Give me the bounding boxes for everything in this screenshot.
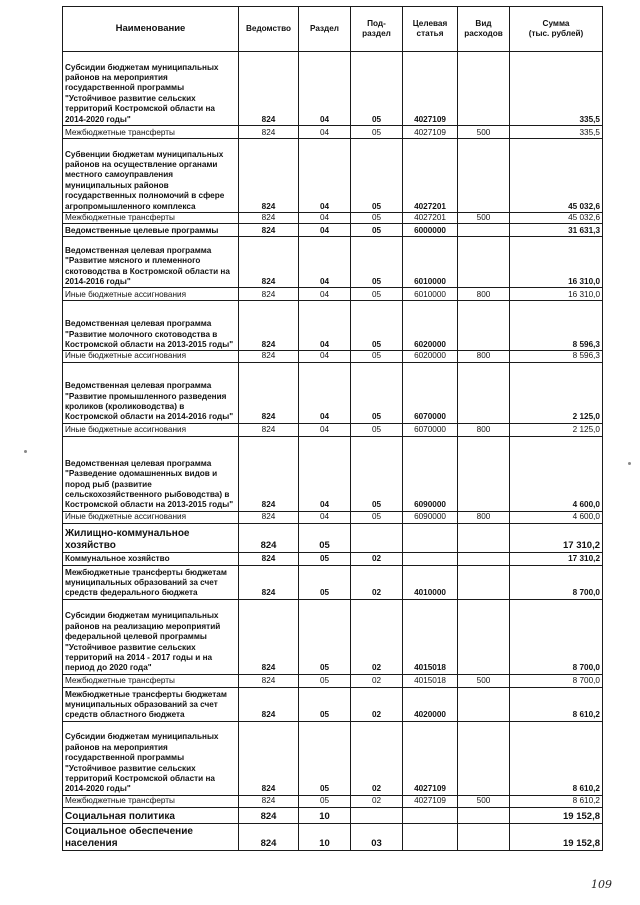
table-row bbox=[63, 599, 603, 674]
cell-name: Субсидии бюджетам муниципальных районов на мероприятия государственной программы "Устойчивое развитие сельских территорий Костромской области на 2014-2020 годы" bbox=[63, 721, 239, 795]
cell-dept: 824 bbox=[239, 511, 299, 523]
cell-name: Межбюджетные трансферты bbox=[63, 213, 239, 224]
cell-expense bbox=[458, 224, 510, 237]
cell-target: 4020000 bbox=[403, 687, 458, 721]
cell-section: 05 bbox=[299, 795, 351, 807]
cell-dept: 824 bbox=[239, 721, 299, 795]
cell-amount: 45 032,6 bbox=[510, 139, 603, 213]
table-row bbox=[63, 721, 603, 795]
cell-subsection: 05 bbox=[351, 511, 403, 523]
cell-subsection: 05 bbox=[351, 139, 403, 213]
cell-target: 6020000 bbox=[403, 351, 458, 362]
cell-expense bbox=[458, 807, 510, 823]
cell-dept: 824 bbox=[239, 301, 299, 351]
cell-amount: 8 596,3 bbox=[510, 301, 603, 351]
header-expense: Вид расходов bbox=[458, 7, 510, 52]
cell-amount: 8 610,2 bbox=[510, 795, 603, 807]
cell-subsection: 02 bbox=[351, 565, 403, 599]
cell-amount: 31 631,3 bbox=[510, 224, 603, 237]
cell-name: Межбюджетные трансферты bbox=[63, 795, 239, 807]
cell-target: 4027109 bbox=[403, 52, 458, 126]
cell-expense bbox=[458, 237, 510, 288]
cell-section: 04 bbox=[299, 362, 351, 423]
cell-target: 4010000 bbox=[403, 565, 458, 599]
cell-subsection: 05 bbox=[351, 423, 403, 436]
cell-target bbox=[403, 823, 458, 850]
cell-expense: 800 bbox=[458, 288, 510, 301]
cell-subsection: 05 bbox=[351, 224, 403, 237]
cell-target: 4027109 bbox=[403, 126, 458, 139]
cell-amount: 8 610,2 bbox=[510, 721, 603, 795]
table-row bbox=[63, 823, 603, 850]
cell-subsection: 05 bbox=[351, 237, 403, 288]
header-amount: Сумма (тыс. рублей) bbox=[510, 7, 603, 52]
cell-name: Ведомственная целевая программа "Разведение одомашненных видов и пород рыб (развитие сельскохозяйственного рыбоводства) в Костромской области на 2013-2015 годы" bbox=[63, 436, 239, 511]
cell-subsection: 02 bbox=[351, 795, 403, 807]
cell-expense bbox=[458, 523, 510, 552]
cell-subsection: 05 bbox=[351, 436, 403, 511]
cell-section: 05 bbox=[299, 565, 351, 599]
cell-section: 05 bbox=[299, 552, 351, 565]
cell-dept: 824 bbox=[239, 237, 299, 288]
cell-section: 04 bbox=[299, 52, 351, 126]
cell-dept: 824 bbox=[239, 565, 299, 599]
cell-expense: 500 bbox=[458, 674, 510, 687]
budget-table bbox=[62, 6, 603, 851]
cell-dept: 824 bbox=[239, 523, 299, 552]
cell-expense bbox=[458, 565, 510, 599]
table-row bbox=[63, 224, 603, 237]
table-row bbox=[63, 436, 603, 511]
cell-section: 04 bbox=[299, 436, 351, 511]
cell-target bbox=[403, 552, 458, 565]
cell-dept: 824 bbox=[239, 139, 299, 213]
table-row bbox=[63, 674, 603, 687]
cell-dept: 824 bbox=[239, 288, 299, 301]
cell-amount: 45 032,6 bbox=[510, 213, 603, 224]
cell-target: 4027201 bbox=[403, 139, 458, 213]
cell-dept: 824 bbox=[239, 362, 299, 423]
table-row bbox=[63, 126, 603, 139]
table-row bbox=[63, 288, 603, 301]
cell-name: Ведомственная целевая программа "Развитие мясного и племенного скотоводства в Костромской области на 2014-2016 годы" bbox=[63, 237, 239, 288]
cell-dept: 824 bbox=[239, 213, 299, 224]
cell-amount: 4 600,0 bbox=[510, 436, 603, 511]
cell-subsection: 05 bbox=[351, 288, 403, 301]
cell-name: Социальная политика bbox=[63, 807, 239, 823]
table-row bbox=[63, 423, 603, 436]
cell-name: Иные бюджетные ассигнования bbox=[63, 511, 239, 523]
cell-name: Межбюджетные трансферты бюджетам муниципальных образований за счет средств федерального бюджета bbox=[63, 565, 239, 599]
cell-section: 04 bbox=[299, 213, 351, 224]
header-dept: Ведомство bbox=[239, 7, 299, 52]
cell-amount: 4 600,0 bbox=[510, 511, 603, 523]
cell-section: 04 bbox=[299, 237, 351, 288]
header-name: Наименование bbox=[63, 7, 239, 52]
table-row bbox=[63, 301, 603, 351]
cell-dept: 824 bbox=[239, 795, 299, 807]
cell-expense bbox=[458, 552, 510, 565]
cell-section: 05 bbox=[299, 721, 351, 795]
cell-amount: 335,5 bbox=[510, 52, 603, 126]
cell-dept: 824 bbox=[239, 52, 299, 126]
cell-name: Иные бюджетные ассигнования bbox=[63, 423, 239, 436]
cell-subsection: 02 bbox=[351, 674, 403, 687]
cell-target: 6090000 bbox=[403, 436, 458, 511]
cell-target: 6010000 bbox=[403, 288, 458, 301]
table-body bbox=[63, 52, 603, 851]
cell-subsection: 05 bbox=[351, 362, 403, 423]
cell-target: 4027109 bbox=[403, 795, 458, 807]
cell-target: 6020000 bbox=[403, 301, 458, 351]
cell-expense bbox=[458, 301, 510, 351]
cell-amount: 8 610,2 bbox=[510, 687, 603, 721]
ink-mark bbox=[628, 462, 631, 465]
table-row bbox=[63, 237, 603, 288]
cell-dept: 824 bbox=[239, 687, 299, 721]
cell-expense bbox=[458, 139, 510, 213]
cell-expense: 500 bbox=[458, 213, 510, 224]
cell-dept: 824 bbox=[239, 351, 299, 362]
cell-name: Ведомственная целевая программа "Развитие молочного скотоводства в Костромской области на 2013-2015 годы" bbox=[63, 301, 239, 351]
table-row bbox=[63, 552, 603, 565]
cell-subsection: 05 bbox=[351, 52, 403, 126]
cell-target: 6010000 bbox=[403, 237, 458, 288]
cell-amount: 8 596,3 bbox=[510, 351, 603, 362]
cell-amount: 19 152,8 bbox=[510, 807, 603, 823]
cell-target: 4015018 bbox=[403, 599, 458, 674]
cell-expense bbox=[458, 823, 510, 850]
page-number: 109 bbox=[591, 878, 612, 891]
table-row bbox=[63, 795, 603, 807]
cell-expense bbox=[458, 721, 510, 795]
table-row bbox=[63, 511, 603, 523]
cell-subsection bbox=[351, 523, 403, 552]
cell-dept: 824 bbox=[239, 599, 299, 674]
cell-target bbox=[403, 523, 458, 552]
ink-mark bbox=[24, 450, 27, 453]
cell-target: 6000000 bbox=[403, 224, 458, 237]
cell-target: 6070000 bbox=[403, 362, 458, 423]
cell-subsection bbox=[351, 807, 403, 823]
cell-name: Ведомственные целевые программы bbox=[63, 224, 239, 237]
cell-name: Жилищно-коммунальное хозяйство bbox=[63, 523, 239, 552]
cell-amount: 2 125,0 bbox=[510, 362, 603, 423]
header-target: Целевая статья bbox=[403, 7, 458, 52]
cell-name: Межбюджетные трансферты bbox=[63, 126, 239, 139]
cell-dept: 824 bbox=[239, 552, 299, 565]
cell-name: Ведомственная целевая программа "Развитие промышленного разведения кроликов (кролиководства) в Костромской области на 2014-2016 годы" bbox=[63, 362, 239, 423]
cell-section: 04 bbox=[299, 224, 351, 237]
cell-amount: 335,5 bbox=[510, 126, 603, 139]
cell-section: 04 bbox=[299, 139, 351, 213]
cell-section: 05 bbox=[299, 523, 351, 552]
cell-expense bbox=[458, 687, 510, 721]
table-row bbox=[63, 565, 603, 599]
cell-expense bbox=[458, 436, 510, 511]
cell-expense: 500 bbox=[458, 795, 510, 807]
cell-subsection: 02 bbox=[351, 721, 403, 795]
cell-expense: 800 bbox=[458, 351, 510, 362]
cell-amount: 8 700,0 bbox=[510, 565, 603, 599]
header-subsection: Под- раздел bbox=[351, 7, 403, 52]
cell-subsection: 02 bbox=[351, 599, 403, 674]
cell-expense: 800 bbox=[458, 511, 510, 523]
cell-section: 10 bbox=[299, 823, 351, 850]
cell-dept: 824 bbox=[239, 823, 299, 850]
cell-subsection: 05 bbox=[351, 301, 403, 351]
cell-name: Коммунальное хозяйство bbox=[63, 552, 239, 565]
cell-subsection: 02 bbox=[351, 687, 403, 721]
cell-name: Социальное обеспечение населения bbox=[63, 823, 239, 850]
cell-target: 4015018 bbox=[403, 674, 458, 687]
table-row bbox=[63, 139, 603, 213]
cell-dept: 824 bbox=[239, 423, 299, 436]
table-row bbox=[63, 362, 603, 423]
table-row bbox=[63, 687, 603, 721]
cell-expense bbox=[458, 52, 510, 126]
cell-name: Межбюджетные трансферты бюджетам муниципальных образований за счет средств областного бюджета bbox=[63, 687, 239, 721]
table-row bbox=[63, 351, 603, 362]
cell-expense: 800 bbox=[458, 423, 510, 436]
cell-dept: 824 bbox=[239, 224, 299, 237]
cell-dept: 824 bbox=[239, 674, 299, 687]
cell-section: 04 bbox=[299, 423, 351, 436]
cell-section: 04 bbox=[299, 511, 351, 523]
table-row bbox=[63, 213, 603, 224]
cell-subsection: 05 bbox=[351, 351, 403, 362]
table-row bbox=[63, 807, 603, 823]
cell-subsection: 02 bbox=[351, 552, 403, 565]
cell-amount: 17 310,2 bbox=[510, 523, 603, 552]
cell-amount: 16 310,0 bbox=[510, 237, 603, 288]
cell-section: 04 bbox=[299, 301, 351, 351]
cell-amount: 19 152,8 bbox=[510, 823, 603, 850]
cell-section: 04 bbox=[299, 126, 351, 139]
cell-name: Иные бюджетные ассигнования bbox=[63, 351, 239, 362]
cell-section: 04 bbox=[299, 288, 351, 301]
cell-section: 10 bbox=[299, 807, 351, 823]
cell-dept: 824 bbox=[239, 436, 299, 511]
cell-subsection: 05 bbox=[351, 213, 403, 224]
cell-subsection: 05 bbox=[351, 126, 403, 139]
cell-expense bbox=[458, 599, 510, 674]
cell-amount: 16 310,0 bbox=[510, 288, 603, 301]
cell-amount: 8 700,0 bbox=[510, 599, 603, 674]
cell-target: 6070000 bbox=[403, 423, 458, 436]
cell-expense bbox=[458, 362, 510, 423]
header-section: Раздел bbox=[299, 7, 351, 52]
cell-name: Субсидии бюджетам муниципальных районов на реализацию мероприятий федеральной целевой программы "Устойчивое развитие сельских территорий на 2014 - 2017 годы и на период до 2020 года" bbox=[63, 599, 239, 674]
cell-target: 6090000 bbox=[403, 511, 458, 523]
cell-subsection: 03 bbox=[351, 823, 403, 850]
cell-target: 4027109 bbox=[403, 721, 458, 795]
cell-section: 05 bbox=[299, 674, 351, 687]
cell-expense: 500 bbox=[458, 126, 510, 139]
cell-target: 4027201 bbox=[403, 213, 458, 224]
table-header-row bbox=[63, 7, 603, 52]
cell-dept: 824 bbox=[239, 807, 299, 823]
table-row bbox=[63, 52, 603, 126]
cell-name: Субвенции бюджетам муниципальных районов на осуществление органами местного самоуправления муниципальных районов государственных полномочий в сфере агропромышленного комплекса bbox=[63, 139, 239, 213]
cell-section: 05 bbox=[299, 599, 351, 674]
cell-amount: 17 310,2 bbox=[510, 552, 603, 565]
cell-section: 04 bbox=[299, 351, 351, 362]
cell-amount: 8 700,0 bbox=[510, 674, 603, 687]
cell-amount: 2 125,0 bbox=[510, 423, 603, 436]
cell-name: Иные бюджетные ассигнования bbox=[63, 288, 239, 301]
table-row bbox=[63, 523, 603, 552]
cell-target bbox=[403, 807, 458, 823]
cell-name: Субсидии бюджетам муниципальных районов на мероприятия государственной программы "Устойчивое развитие сельских территорий Костромской области на 2014-2020 годы" bbox=[63, 52, 239, 126]
cell-dept: 824 bbox=[239, 126, 299, 139]
cell-name: Межбюджетные трансферты bbox=[63, 674, 239, 687]
cell-section: 05 bbox=[299, 687, 351, 721]
